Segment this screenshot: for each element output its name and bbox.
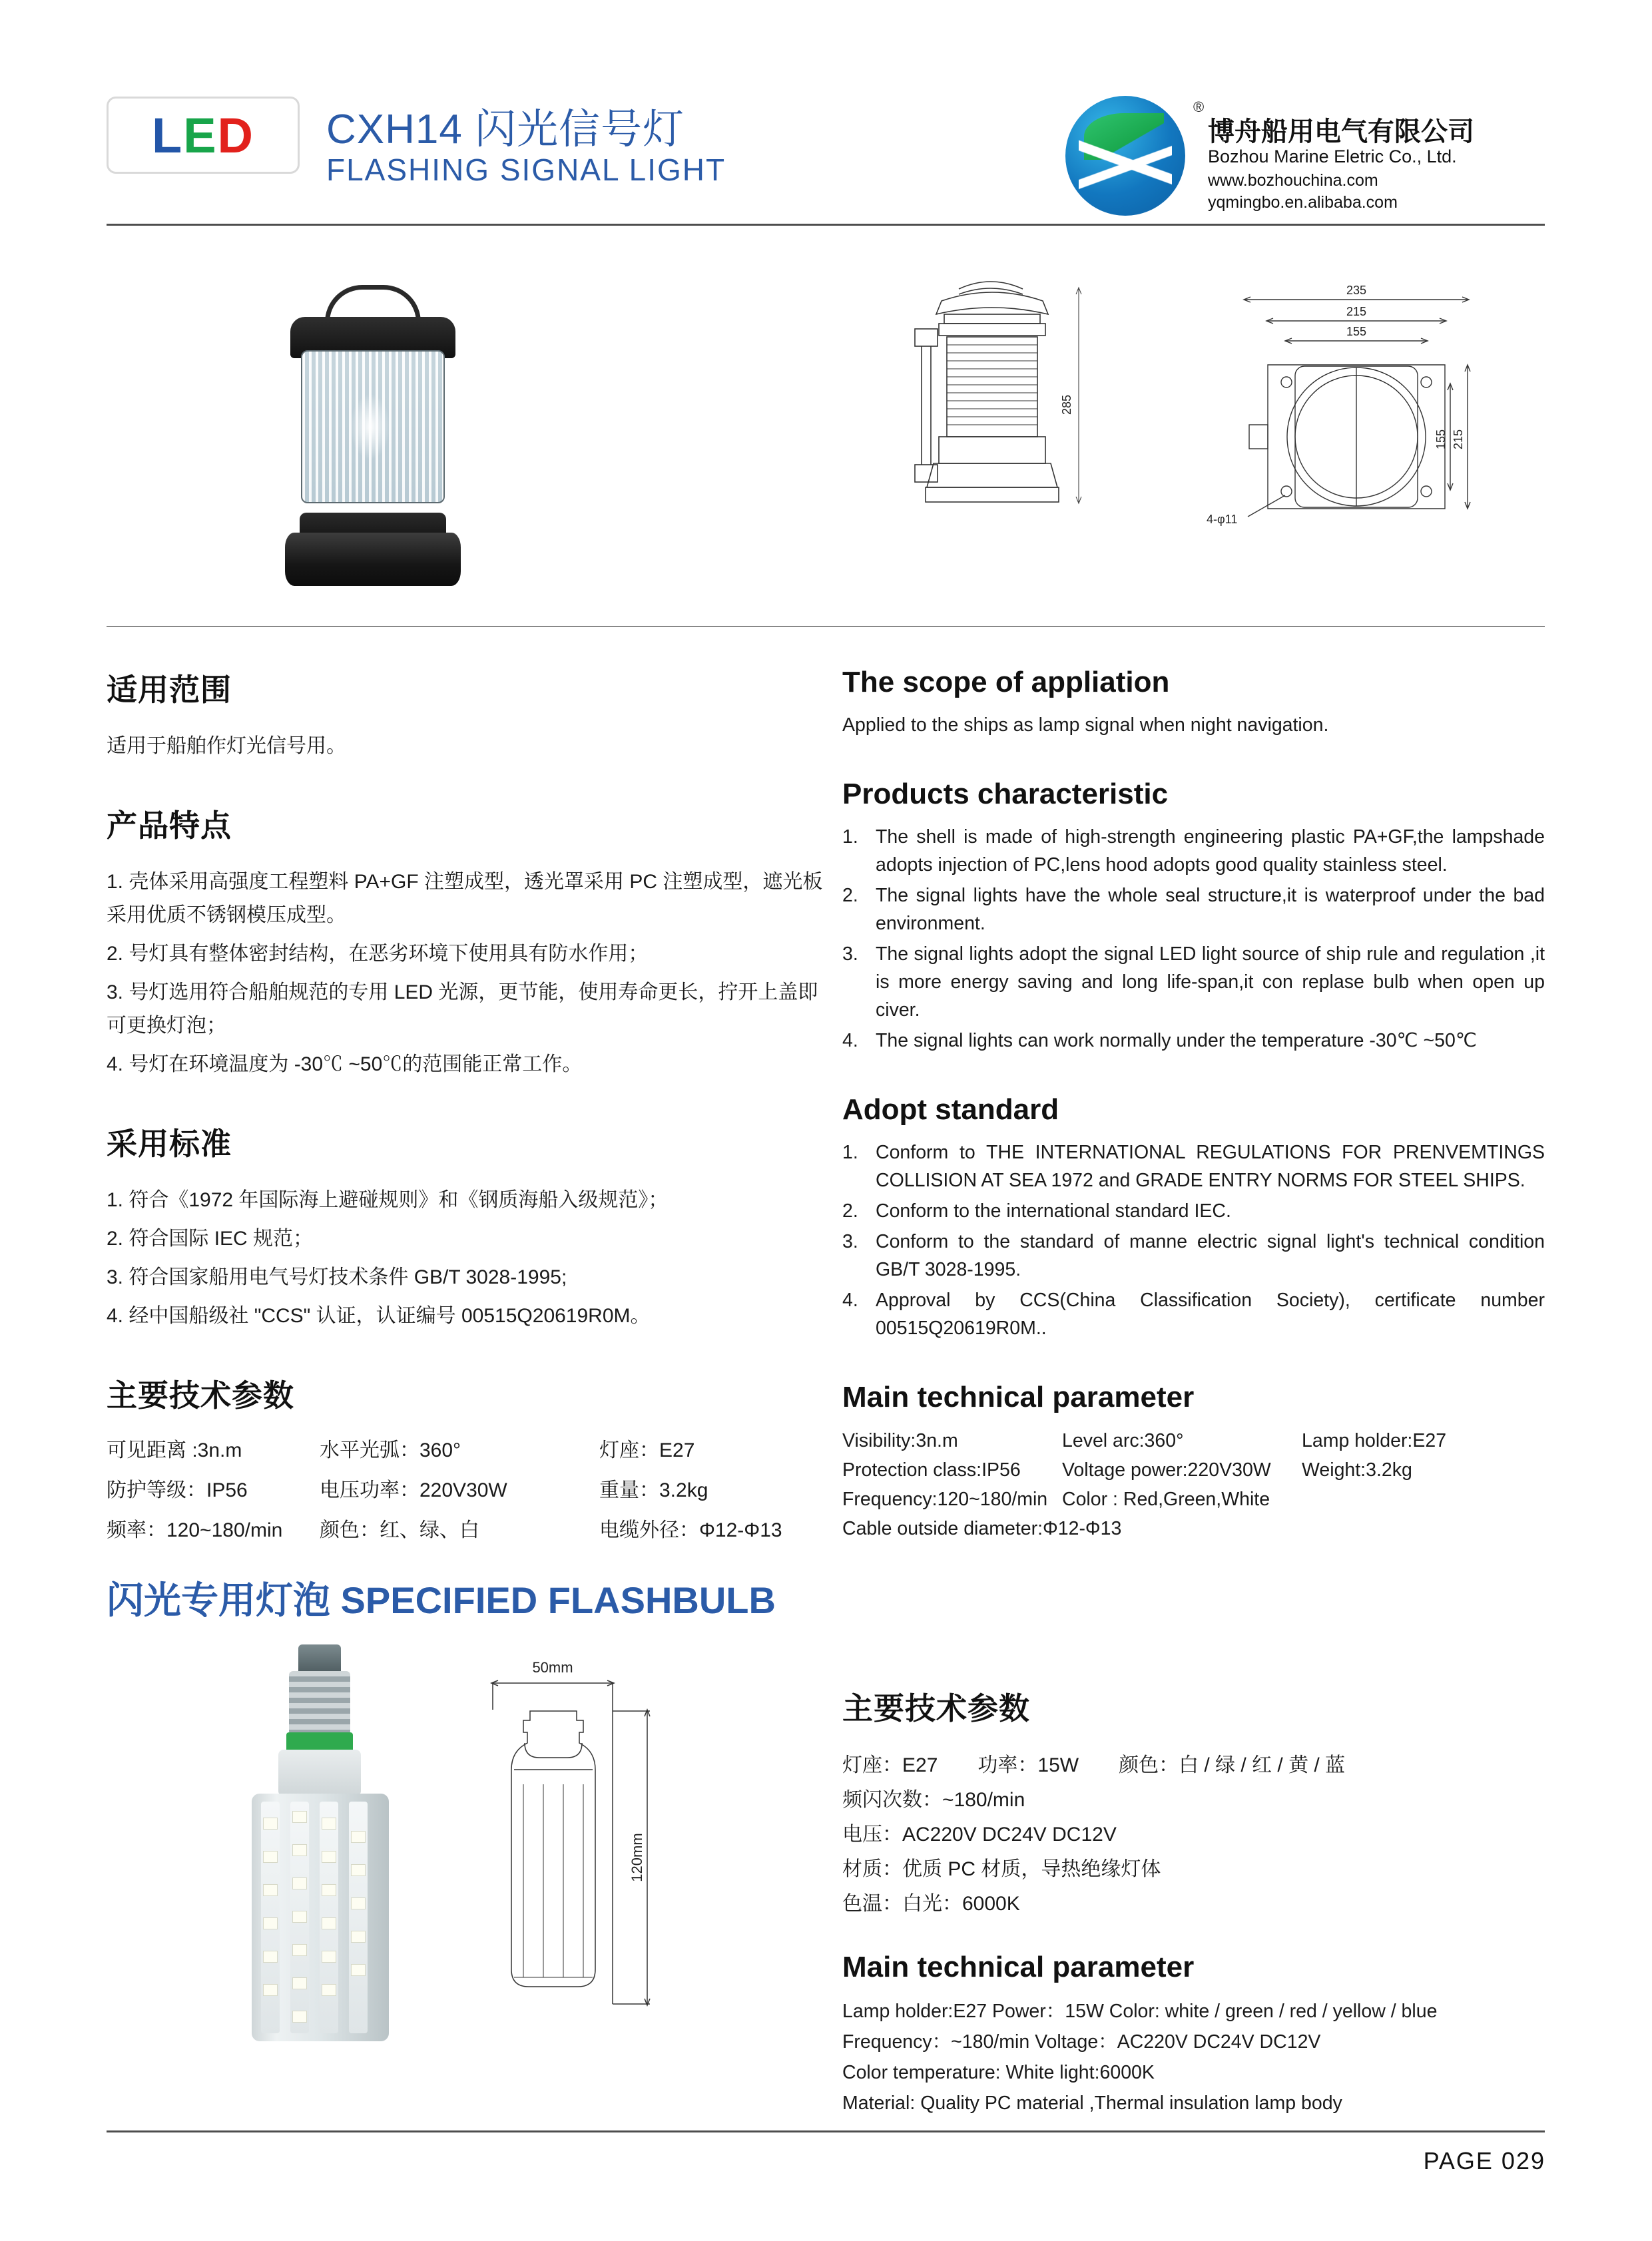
characteristic-item-cn: 2. 号灯具有整体密封结构，在恶劣环境下使用具有防水作用； xyxy=(107,943,649,965)
characteristic-item-cn: 3. 号灯选用符合船舶规范的专用 LED 光源，更节能，使用寿命更长，拧开上盖即可更换灯泡； xyxy=(107,981,818,1037)
tech-section-cn xyxy=(107,1371,832,1546)
company-name-cn: 博舟船用电气有限公司 xyxy=(1208,117,1474,146)
standard-item-cn: 2. 符合国际 IEC 规范； xyxy=(107,1228,314,1250)
flashbulb-spec-cn: 材质：优质 PC 材质，导热绝缘灯体 xyxy=(842,1858,1161,1880)
flashbulb-drawing xyxy=(413,1631,826,2071)
flashbulb-photo xyxy=(220,1644,419,2057)
footer-divider xyxy=(107,2130,1545,2132)
list-text: The signal lights adopt the signal LED light source of ship rule and regulation ,it is more energy saving and long life-span,it con replase bulb when open up civer. xyxy=(876,943,1545,1021)
flashbulb-tech-cn xyxy=(842,1748,1545,1921)
tech-row-en xyxy=(842,1426,1545,1455)
tech-cell-en: Voltage power:220V30W xyxy=(1062,1459,1271,1481)
characteristic-section-cn xyxy=(107,802,832,1081)
list-number: 2. xyxy=(842,1200,858,1222)
list-text: Approval by CCS(China Classification Society), certificate number 00515Q20619R0M.. xyxy=(876,1290,1545,1339)
registered-trademark-icon: ® xyxy=(1193,99,1205,115)
flashbulb-spec-en: Color temperature: White light:6000K xyxy=(842,2062,1155,2083)
led-logo-letter-e: E xyxy=(183,107,218,163)
standard-section-cn xyxy=(107,1120,832,1333)
flashbulb-specs xyxy=(842,1684,1545,2118)
flashbulb-spec-cn: 色温：白光：6000K xyxy=(842,1893,1020,1915)
flashbulb-spec-cn: 颜色：白 / 绿 / 红 / 黄 / 蓝 xyxy=(1119,1754,1346,1776)
tech-cell-en: Lamp holder:E27 xyxy=(1302,1430,1447,1451)
tech-cell-cn: 灯座：E27 xyxy=(599,1439,695,1461)
flashbulb-tech-en xyxy=(842,1996,1545,2118)
standard-item-en xyxy=(842,1228,1545,1284)
tech-cell-cn: 水平光弧：360° xyxy=(320,1439,461,1461)
tech-section-en xyxy=(842,1381,1545,1543)
list-text: The signal lights have the whole seal structure,it is waterproof under the bad environment. xyxy=(876,885,1545,934)
tech-cell-cn: 频率：120~180/min xyxy=(107,1519,283,1541)
page-header xyxy=(107,80,1545,220)
tech-cell-cn: 电压功率：220V30W xyxy=(320,1479,507,1501)
product-title-cn: CXH14 闪光信号灯 xyxy=(326,107,685,152)
characteristic-item-cn: 4. 号灯在环境温度为 -30℃ ~50℃的范围能正常工作。 xyxy=(107,1053,583,1075)
company-name-en: Bozhou Marine Eletric Co., Ltd. xyxy=(1208,146,1457,166)
list-text: Conform to THE INTERNATIONAL REGULATIONS FOR PRENVEMTINGS COLLISION AT SEA 1972 and GRADE ENTRY NORMS FOR STEEL SHIPS. xyxy=(876,1142,1545,1191)
company-logo-icon xyxy=(1065,96,1185,216)
tech-row-en xyxy=(842,1455,1545,1485)
tech-cell-en: Weight:3.2kg xyxy=(1302,1459,1412,1481)
list-number: 1. xyxy=(842,1142,858,1163)
tech-cell-en: Color : Red,Green,White xyxy=(1062,1489,1270,1510)
company-logo-block xyxy=(1065,87,1545,213)
tech-cell-en xyxy=(1302,1485,1545,1514)
scope-section-cn xyxy=(107,666,832,763)
flashbulb-tech-title-cn: 主要技术参数 xyxy=(842,1691,1030,1726)
bulb-led-strip xyxy=(320,1802,338,2033)
tech-cell-cn: 颜色：红、绿、白 xyxy=(320,1519,479,1541)
list-number: 3. xyxy=(842,1231,858,1252)
bulb-led-body xyxy=(252,1794,389,2041)
characteristic-item-en xyxy=(842,1027,1545,1055)
list-number: 2. xyxy=(842,885,858,906)
list-text: The shell is made of high-strength engineering plastic PA+GF,the lampshade adopts injection of PC,lens hood adopts good quality stainless steel. xyxy=(876,826,1545,875)
company-website: www.bozhouchina.com xyxy=(1208,171,1378,190)
tech-cell-cn: 防护等级：IP56 xyxy=(107,1479,248,1501)
standard-section-en xyxy=(842,1093,1545,1342)
tech-cell-en: Frequency:120~180/min xyxy=(842,1489,1048,1510)
scope-title-en: The scope of appliation xyxy=(842,666,1170,698)
top-view-drawing xyxy=(1199,265,1518,558)
bulb-contact-cap xyxy=(298,1644,341,1674)
tech-title-en: Main technical parameter xyxy=(842,1381,1195,1413)
front-view-drawing xyxy=(859,265,1139,558)
bulb-led-strip xyxy=(261,1802,280,2033)
characteristic-list-en xyxy=(842,823,1545,1055)
top-view-dim-215: 215 xyxy=(1346,305,1367,318)
bulb-height-dim: 120mm xyxy=(629,1833,645,1882)
tech-row-en xyxy=(842,1514,1545,1543)
standard-list-en xyxy=(842,1138,1545,1342)
tech-cell-en: Visibility:3n.m xyxy=(842,1430,958,1451)
characteristic-item-en xyxy=(842,940,1545,1024)
characteristic-item-cn: 1. 壳体采用高强度工程塑料 PA+GF 注塑成型，透光罩采用 PC 注塑成型，遮光板采用优质不锈钢模压成型。 xyxy=(107,871,823,926)
flashbulb-spec-cn: 灯座：E27 xyxy=(842,1754,938,1776)
standard-item-en xyxy=(842,1138,1545,1194)
lamp-lens xyxy=(301,350,445,503)
tech-cell-en: Protection class:IP56 xyxy=(842,1459,1021,1481)
lamp-base xyxy=(285,533,461,586)
tech-cell-en: Level arc:360° xyxy=(1062,1430,1184,1451)
tech-title-cn: 主要技术参数 xyxy=(107,1378,294,1413)
visual-section-divider xyxy=(107,626,1545,627)
scope-title-cn: 适用范围 xyxy=(107,672,232,707)
led-logo-badge xyxy=(107,97,300,174)
flashbulb-spec-en: Lamp holder:E27 Power：15W Color: white / green / red / yellow / blue xyxy=(842,2001,1438,2022)
tech-cell-en: Cable outside diameter:Φ12-Φ13 xyxy=(842,1518,1122,1539)
top-view-dim-155: 155 xyxy=(1346,325,1367,338)
standard-item-en xyxy=(842,1286,1545,1342)
tech-table-cn xyxy=(107,1435,832,1546)
standard-title-cn: 采用标准 xyxy=(107,1126,232,1161)
bulb-led-strip xyxy=(349,1802,368,2033)
list-text: The signal lights can work normally under the temperature -30℃ ~50℃ xyxy=(876,1030,1477,1051)
flashbulb-spec-cn: 电压：AC220V DC24V DC12V xyxy=(842,1824,1117,1846)
led-logo-letter-l: L xyxy=(151,107,184,163)
chinese-column xyxy=(107,666,832,1575)
list-number: 4. xyxy=(842,1030,858,1051)
tech-cell-cn: 重量：3.2kg xyxy=(599,1479,708,1501)
flashbulb-section-title: 闪光专用灯泡 SPECIFIED FLASHBULB xyxy=(107,1579,776,1621)
side-dim-215: 215 xyxy=(1452,429,1465,450)
side-dim-155: 155 xyxy=(1434,429,1448,450)
characteristic-item-en xyxy=(842,881,1545,937)
flashbulb-tech-title-en: Main technical parameter xyxy=(842,1951,1195,1983)
list-text: Conform to the international standard IEC. xyxy=(876,1200,1231,1222)
bulb-screw-base xyxy=(289,1671,350,1735)
company-alibaba-site: yqmingbo.en.alibaba.com xyxy=(1208,193,1398,212)
flashbulb-spec-en: Frequency：~180/min Voltage：AC220V DC24V DC12V xyxy=(842,2031,1321,2053)
standard-item-en xyxy=(842,1197,1545,1225)
scope-text-en: Applied to the ships as lamp signal when night navigation. xyxy=(842,714,1329,736)
characteristic-item-en xyxy=(842,823,1545,879)
scope-section-en xyxy=(842,666,1545,739)
flashbulb-spec-en: Material: Quality PC material ,Thermal insulation lamp body xyxy=(842,2093,1342,2114)
bulb-led-strip xyxy=(290,1802,309,2033)
front-view-height-dim: 285 xyxy=(1060,394,1073,415)
led-logo-letter-d: D xyxy=(217,107,254,163)
standard-title-en: Adopt standard xyxy=(842,1093,1059,1126)
bulb-neck xyxy=(278,1750,361,1796)
list-number: 3. xyxy=(842,943,858,965)
list-number: 1. xyxy=(842,826,858,848)
top-view-dim-235: 235 xyxy=(1346,284,1367,297)
english-column xyxy=(842,666,1545,1573)
flashbulb-spec-cn: 功率：15W xyxy=(977,1754,1079,1776)
tech-cell-cn: 电缆外径：Φ12-Φ13 xyxy=(599,1519,782,1541)
page-number: PAGE 029 xyxy=(1423,2147,1545,2174)
standard-item-cn: 3. 符合国家船用电气号灯技术条件 GB/T 3028-1995; xyxy=(107,1266,567,1288)
flashbulb-spec-cn: 频闪次数：~180/min xyxy=(842,1789,1025,1811)
standard-item-cn: 1. 符合《1972 年国际海上避碰规则》和《钢质海船入级规范》； xyxy=(107,1189,669,1211)
characteristic-title-cn: 产品特点 xyxy=(107,808,232,843)
tech-row-en xyxy=(842,1485,1545,1514)
tech-cell-cn: 可见距离 :3n.m xyxy=(107,1439,242,1461)
list-text: Conform to the standard of manne electric signal light's technical condition GB/T 3028-1995. xyxy=(876,1231,1545,1280)
product-photo xyxy=(253,273,493,593)
bulb-width-dim: 50mm xyxy=(532,1659,573,1676)
hole-note: 4-φ11 xyxy=(1207,513,1238,526)
header-divider xyxy=(107,224,1545,226)
characteristic-title-en: Products characteristic xyxy=(842,778,1169,810)
standard-item-cn: 4. 经中国船级社 "CCS" 认证，认证编号 00515Q20619R0M。 xyxy=(107,1305,651,1327)
characteristic-section-en xyxy=(842,778,1545,1055)
scope-text-cn: 适用于船舶作灯光信号用。 xyxy=(107,735,346,757)
product-title-en: FLASHING SIGNAL LIGHT xyxy=(326,152,726,187)
list-number: 4. xyxy=(842,1290,858,1311)
tech-table-en xyxy=(842,1426,1545,1543)
flashbulb-spec-row-cn xyxy=(842,1748,1545,1783)
product-visual-zone xyxy=(107,253,1545,613)
